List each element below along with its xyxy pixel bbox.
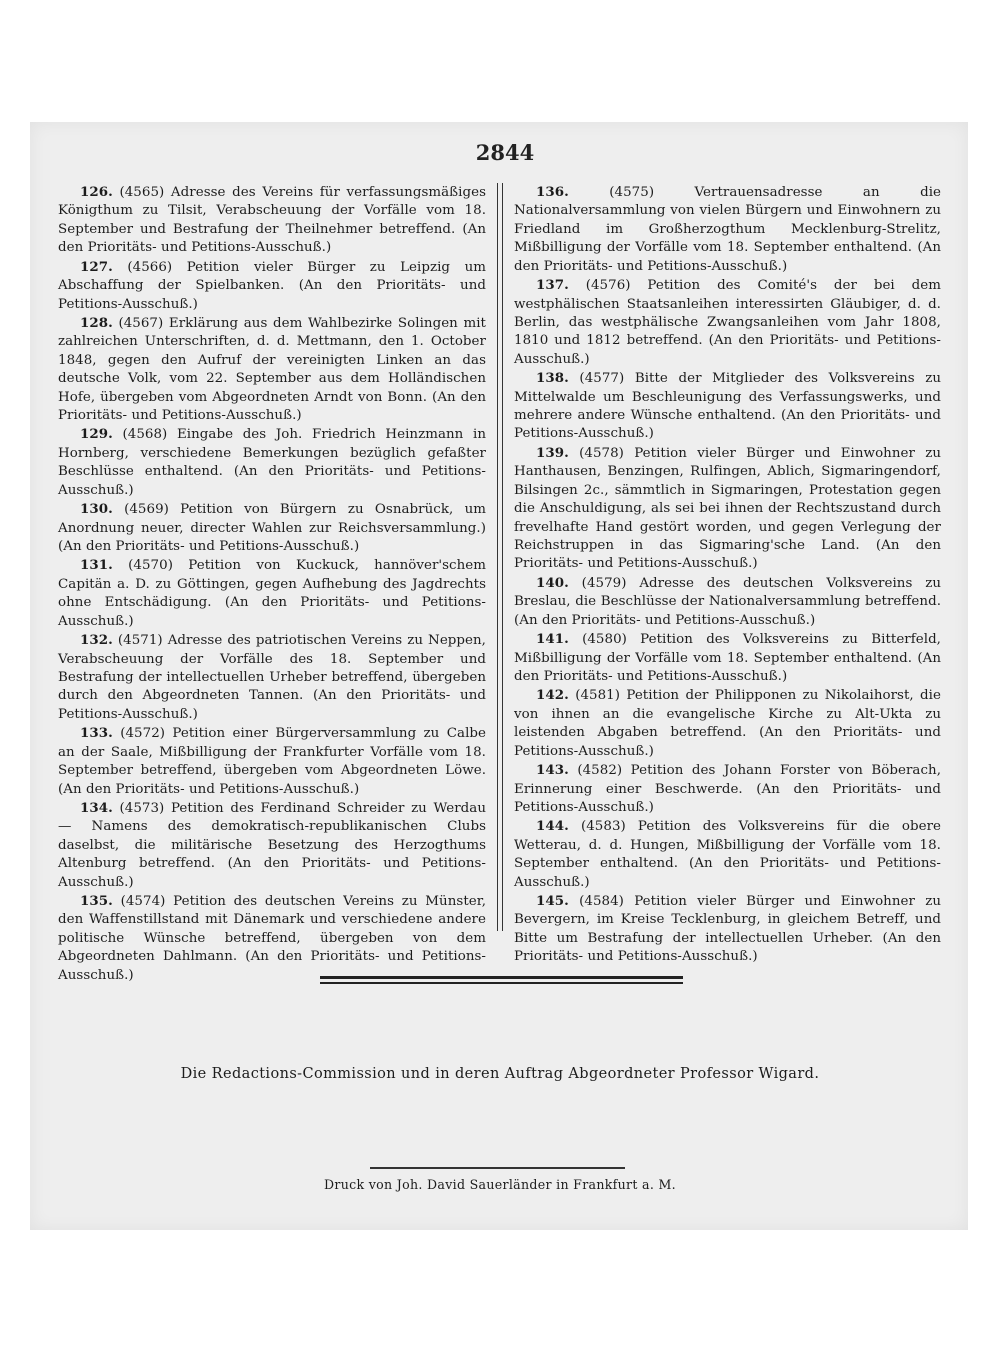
left-column [58,183,486,985]
imprint-rule [370,1167,625,1169]
page-number: 2844 [475,140,535,165]
petition-entry [58,631,486,724]
petition-entry [58,556,486,631]
section-rule [320,976,683,979]
petition-entry [514,444,941,574]
entry-number: 142. [536,687,569,704]
petition-entry [514,630,941,686]
entry-number: 135. [80,893,113,910]
section-rule [320,982,683,984]
petition-entry [58,425,486,500]
entry-number: 138. [536,370,569,387]
commission-signature: Die Redactions-Commission und in deren Auftrag Abgeordneter Professor Wigard. [180,1066,820,1082]
entry-text: (4574) Petition des deutschen Vereins zu Münster, den Waffenstillstand mit Dänemark und verschiedene andere politische Wünsche betreffend, übergeben von dem Abgeordneten Dahlmann. (An den Prioritäts- und Petitions-Ausschuß.) [58,894,487,983]
entry-text: (4566) Petition vieler Bürger zu Leipzig um Abschaffung der Spielbanken. (An den Prioritäts- und Petitions-Ausschuß.) [58,259,486,312]
entry-number: 128. [80,314,113,331]
entry-number: 143. [536,762,569,779]
entry-number: 139. [536,444,569,461]
petition-entry [58,314,486,426]
entry-text: (4579) Adresse des deutschen Volksvereins zu Breslau, die Beschlüsse der Nationalversammlung betreffend. (An den Prioritäts- und Petitions-Ausschuß.) [514,575,942,628]
entry-number: 131. [80,557,113,574]
entry-number: 141. [536,631,569,648]
entry-text: (4575) Vertrauensadresse an die Nationalversammlung von vielen Bürgern und Einwohnern zu Friedland im Großherzogthum Mecklenburg-Strelitz, Mißbilligung der Vorfälle vom 18. September enthaltend. (An den Prioritäts- und Petitions-Ausschuß.) [514,185,941,274]
entry-text: (4582) Petition des Johann Forster von Böberach, Erinnerung einer Beschwerde. (An den Prioritäts- und Petitions-Ausschuß.) [514,763,942,815]
entry-number: 136. [536,184,569,200]
entry-number: 133. [80,725,113,742]
entry-number: 140. [536,574,569,591]
entry-text: (4576) Petition des Comité's der bei dem westphälischen Staatsanleihen interessirten Gläubiger, d. d. Berlin, das westphälische Zwangsanleihen vom Jahr 1808, 1810 und 1812 betreffend. (An den Prioritäts- und Petitions-Ausschuß.) [514,278,941,367]
petition-entry [58,799,486,892]
entry-text: (4583) Petition des Volksvereins für die obere Wetterau, d. d. Hungen, Mißbilligung der Vorfälle vom 18. September enthaltend. (An den Prioritäts- und Petitions-Ausschuß.) [514,819,941,890]
petition-entry [514,574,941,630]
petition-entry [514,761,941,817]
entry-number: 130. [80,501,113,518]
entry-text: (4570) Petition von Kuckuck, hannöver'schem Capitän a. D. zu Göttingen, gegen Aufhebung des Jagdrechts ohne Entschädigung. (An den Prioritäts- und Petitions-Ausschuß.) [58,558,486,629]
petition-entry [58,892,486,985]
right-column [514,183,941,967]
entry-text: (4577) Bitte der Mitglieder des Volksvereins zu Mittelwalde um Beschleunigung des Verfassungswerks, und mehrere andere Wünsche enthaltend. (An den Prioritäts- und Petitions-Ausschuß.) [514,371,941,442]
entry-text: (4567) Erklärung aus dem Wahlbezirke Solingen mit zahlreichen Unterschriften, d. d. Mettmann, den 1. October 1848, gegen den Aufruf der vereinigten Linken an das deutsche Volk, vom 22. September aus dem Holländischen Hofe, übergeben vom Abgeordneten Arndt von Bonn. (An den Prioritäts- und Petitions-Ausschuß.) [58,315,486,424]
printer-imprint: Druck von Joh. David Sauerländer in Frankfurt a. M. [324,1177,676,1192]
petition-entry [58,500,486,556]
petition-entry [58,183,486,258]
entry-text: (4568) Eingabe des Joh. Friedrich Heinzmann in Hornberg, verschiedene Bemerkungen bezüglich gefaßter Beschlüsse enthaltend. (An den Prioritäts- und Petitions-Ausschuß.) [58,427,486,498]
entry-number: 144. [536,818,569,835]
entry-text: (4580) Petition des Volksvereins zu Bitterfeld, Mißbilligung der Vorfälle vom 18. September enthaltend. (An den Prioritäts- und Petitions-Ausschuß.) [514,632,941,684]
entry-number: 126. [80,184,113,200]
entry-number: 127. [80,258,113,275]
petition-entry [514,892,941,967]
entry-text: (4572) Petition einer Bürgerversammlung zu Calbe an der Saale, Mißbilligung der Frankfurter Vorfälle vom 18. September betreffend, übergeben vom Abgeordneten Löwe. (An den Prioritäts- und Petitions-Ausschuß.) [58,726,487,797]
entry-text: (4573) Petition des Ferdinand Schreider zu Werdau — Namens des demokratisch-republikanischen Clubs daselbst, die militärische Besetzung des Herzogthums Altenburg betreffend. (An den Prioritäts- und Petitions-Ausschuß.) [58,800,486,890]
petition-entry [514,276,941,369]
entry-number: 129. [80,426,113,443]
entry-text: (4581) Petition der Philipponen zu Nikolaihorst, die von ihnen an die evangelische Kirche zu Alt-Ukta zu leistenden Abgaben betreffend. (An den Prioritäts- und Petitions-Ausschuß.) [514,688,941,759]
petition-entry [58,724,486,799]
petition-entry [514,817,941,892]
entry-text: (4571) Adresse des patriotischen Vereins zu Neppen, Verabscheuung der Vorfälle des 18. September und Bestrafung der intellectuellen Urheber betreffend, übergeben durch den Abgeordneten Tannen. (An den Prioritäts- und Petitions-Ausschuß.) [58,633,486,722]
entry-number: 134. [80,799,113,816]
petition-entry [58,258,486,314]
petition-entry [514,369,941,444]
column-divider [497,183,503,931]
entry-number: 137. [536,277,569,294]
entry-text: (4578) Petition vieler Bürger und Einwohner zu Hanthausen, Benzingen, Rulfingen, Ablich, Sigmaringendorf, Bilsingen 2c., sämmtlich in Sigmaringen, Protestation gegen die Anschuldigung, als sei bei ihnen der Rechtszustand durch frevelhafte Hand gestört worden, und gegen Verlegung der Reichstruppen in das Sigmaring'sche Land. (An den Prioritäts- und Petitions-Ausschuß.) [514,445,942,572]
entry-text: (4584) Petition vieler Bürger und Einwohner zu Bevergern, im Kreise Tecklenburg, in gleichem Betreff, und Bitte um Bestrafung der intellectuellen Urheber. (An den Prioritäts- und Petitions-Ausschuß.) [514,894,942,965]
entry-number: 132. [80,632,113,649]
petition-entry [514,686,941,761]
petition-entry [514,183,941,276]
entry-number: 145. [536,893,569,910]
entry-text: (4569) Petition von Bürgern zu Osnabrück, um Anordnung neuer, directer Wahlen zur Reichsversammlung.) (An den Prioritäts- und Petitions-Ausschuß.) [58,502,486,555]
entry-text: (4565) Adresse des Vereins für verfassungsmäßiges Königthum zu Tilsit, Verabscheuung der Vorfälle vom 18. September und Bestrafung der Theilnehmer betreffend. (An den Prioritäts- und Petitions-Ausschuß.) [58,185,486,256]
